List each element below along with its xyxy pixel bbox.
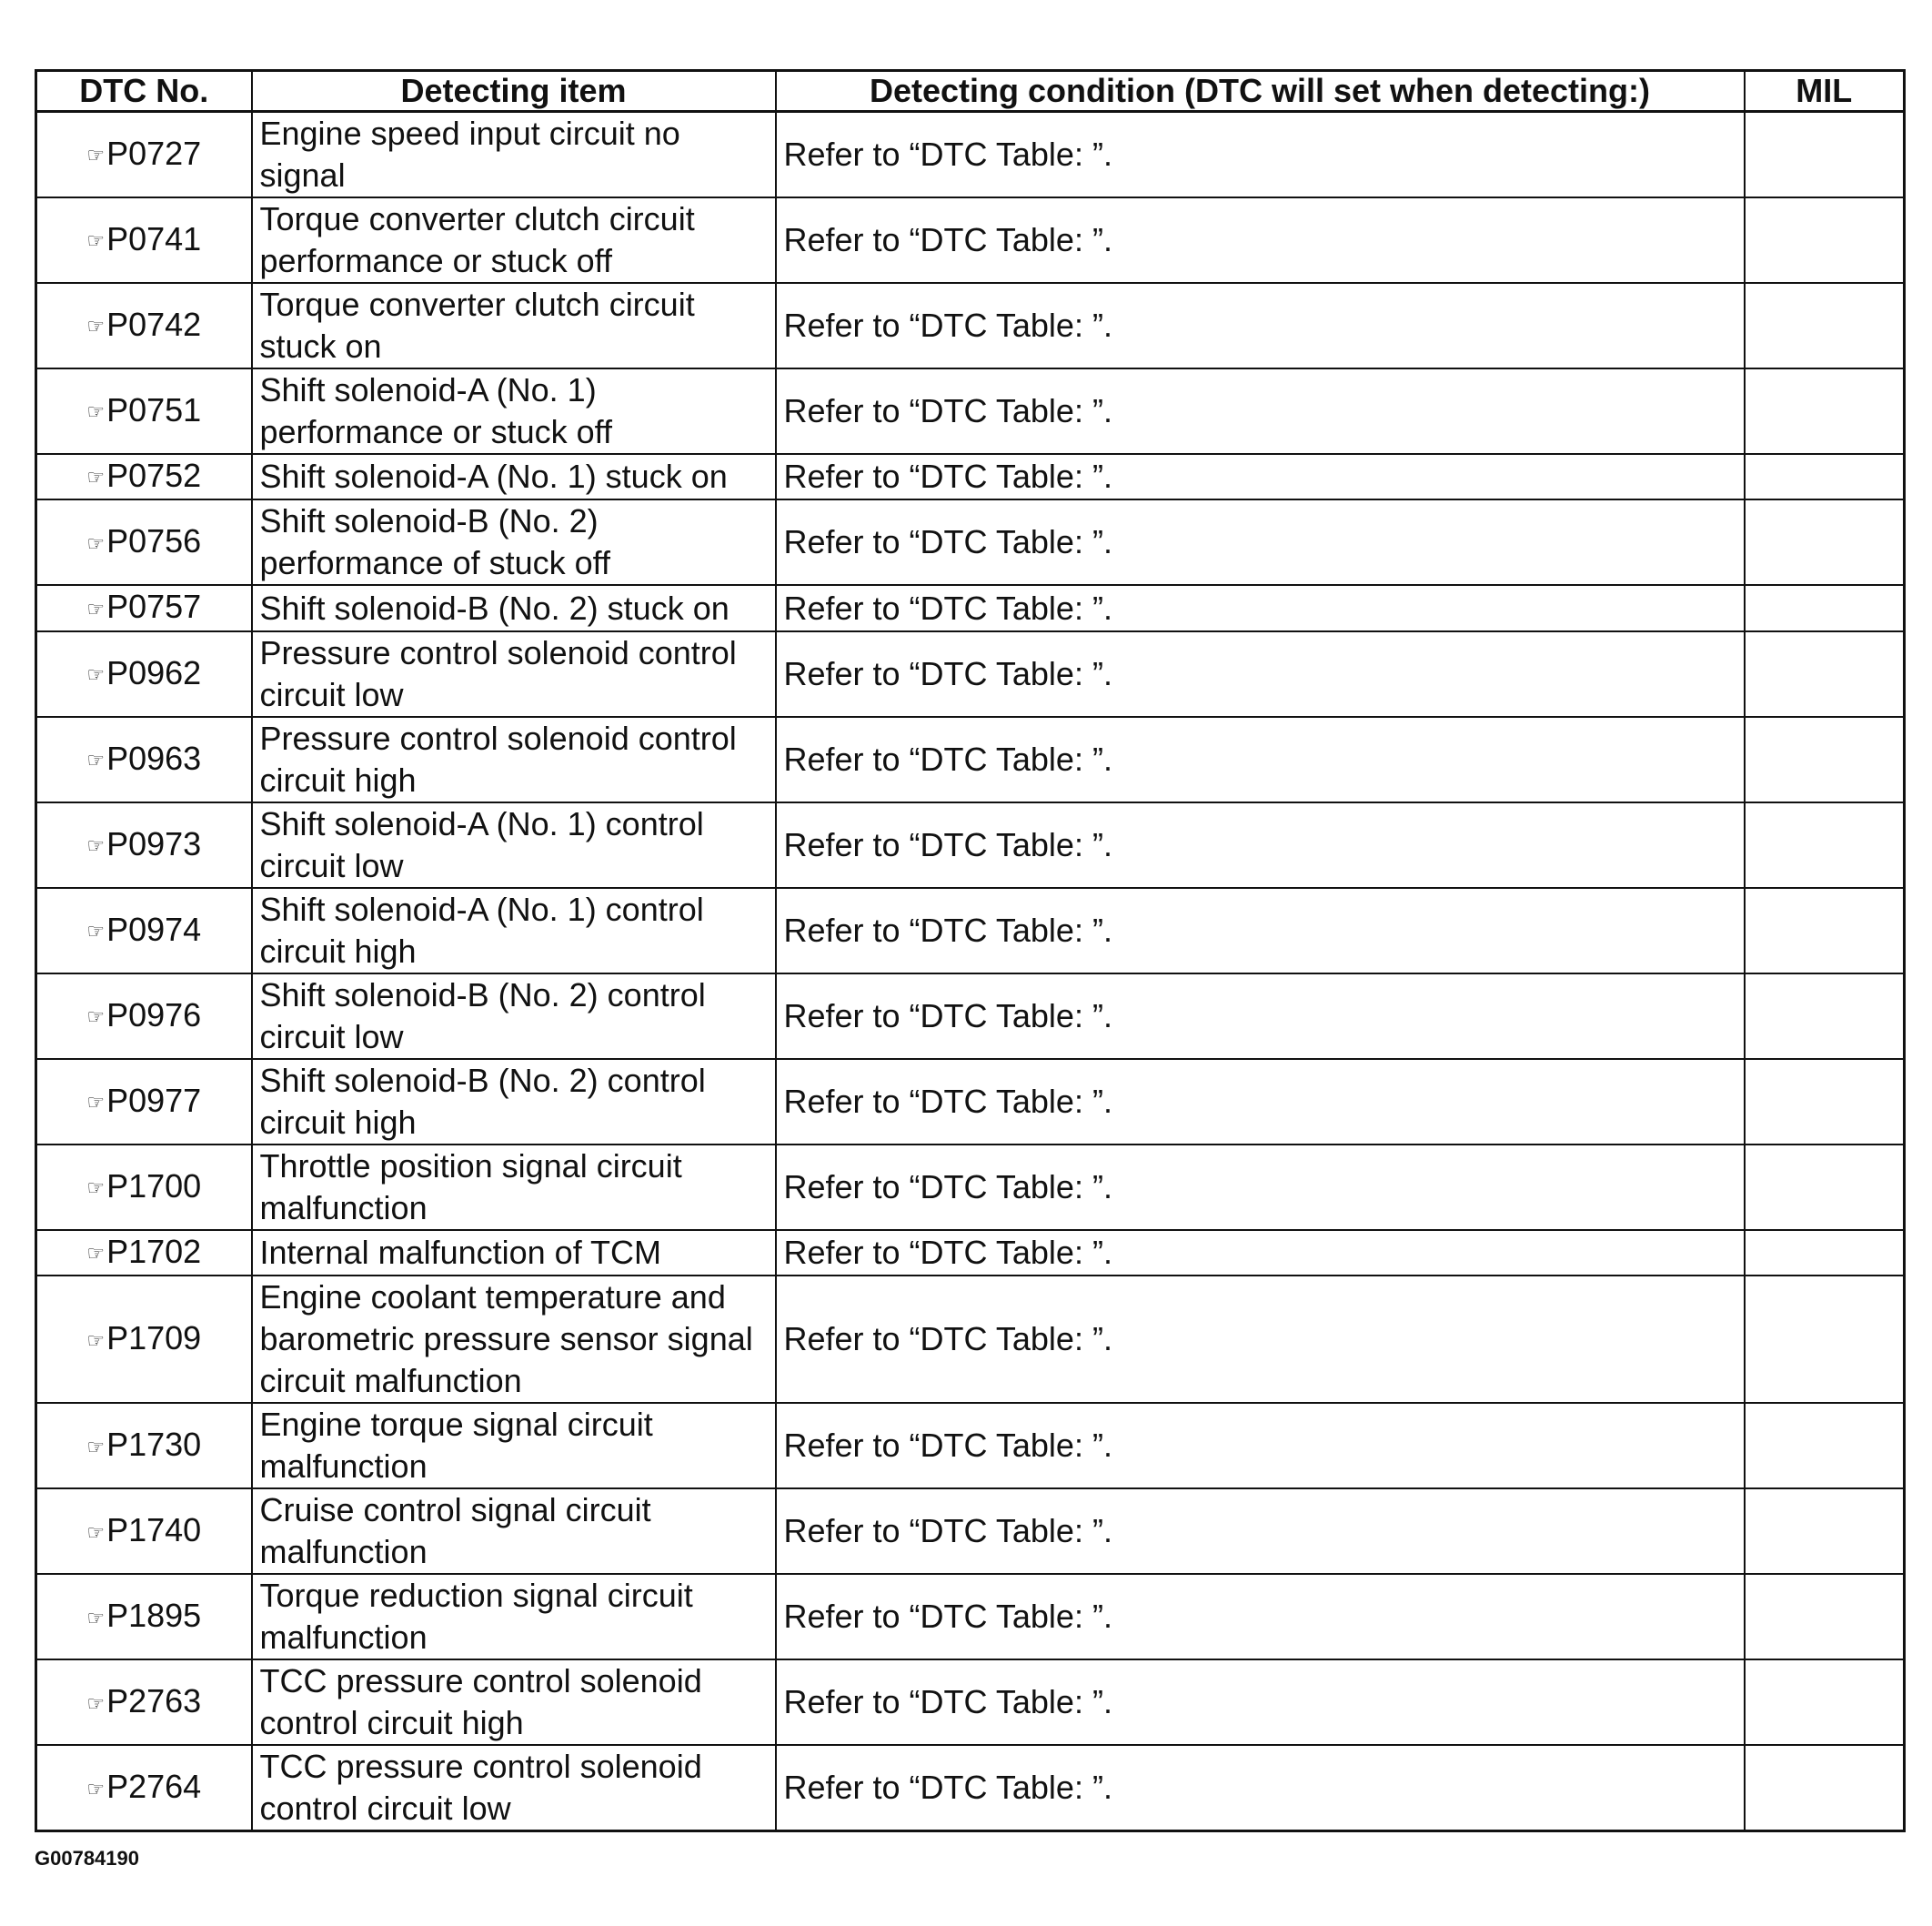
dtc-code[interactable]: P1702 <box>106 1232 202 1270</box>
mil-cell <box>1745 1574 1905 1659</box>
dtc-code[interactable]: P2764 <box>106 1768 202 1806</box>
dtc-code-cell[interactable] <box>36 973 252 1059</box>
dtc-code[interactable]: P1709 <box>106 1319 202 1357</box>
dtc-code[interactable]: P0976 <box>106 995 202 1034</box>
table-row <box>36 1745 1905 1831</box>
dtc-code-cell[interactable] <box>36 888 252 973</box>
pointing-hand-icon: ☞ <box>86 834 106 858</box>
table-row <box>36 973 1905 1059</box>
mil-cell <box>1745 1659 1905 1745</box>
table-row <box>36 197 1905 283</box>
table-row <box>36 112 1905 198</box>
table-row <box>36 1059 1905 1145</box>
pointing-hand-icon: ☞ <box>86 1176 106 1200</box>
detecting-item-cell: Shift solenoid-B (No. 2) stuck on <box>252 585 776 630</box>
pointing-hand-icon: ☞ <box>86 400 106 424</box>
table-row <box>36 1574 1905 1659</box>
detecting-item-cell: Internal malfunction of TCM <box>252 1230 776 1276</box>
pointing-hand-icon: ☞ <box>86 1242 106 1266</box>
detecting-item-cell: Engine speed input circuit no signal <box>252 112 776 198</box>
dtc-code[interactable]: P2763 <box>106 1682 202 1720</box>
mil-cell <box>1745 631 1905 717</box>
dtc-table <box>35 69 1906 1832</box>
detecting-item-cell: Shift solenoid-A (No. 1) performance or stuck off <box>252 368 776 454</box>
detecting-condition-cell: Refer to “DTC Table: ”. <box>776 1230 1745 1276</box>
detecting-condition-cell: Refer to “DTC Table: ”. <box>776 1488 1745 1574</box>
detecting-condition-cell: Refer to “DTC Table: ”. <box>776 197 1745 283</box>
pointing-hand-icon: ☞ <box>86 663 106 687</box>
table-row <box>36 1145 1905 1230</box>
dtc-code-cell[interactable] <box>36 1145 252 1230</box>
table-row <box>36 1403 1905 1488</box>
detecting-item-cell: Torque reduction signal circuit malfunction <box>252 1574 776 1659</box>
detecting-item-cell: TCC pressure control solenoid control circuit high <box>252 1659 776 1745</box>
detecting-item-cell: Engine torque signal circuit malfunction <box>252 1403 776 1488</box>
mil-cell <box>1745 454 1905 499</box>
dtc-code[interactable]: P0757 <box>106 588 202 626</box>
dtc-code[interactable]: P1740 <box>106 1511 202 1549</box>
dtc-code[interactable]: P1895 <box>106 1597 202 1635</box>
table-row <box>36 888 1905 973</box>
dtc-code-cell[interactable] <box>36 197 252 283</box>
dtc-code-cell[interactable] <box>36 1488 252 1574</box>
pointing-hand-icon: ☞ <box>86 1435 106 1458</box>
detecting-condition-cell: Refer to “DTC Table: ”. <box>776 283 1745 368</box>
mil-cell <box>1745 368 1905 454</box>
pointing-hand-icon: ☞ <box>86 1328 106 1352</box>
mil-cell <box>1745 888 1905 973</box>
pointing-hand-icon: ☞ <box>86 920 106 943</box>
mil-cell <box>1745 1230 1905 1276</box>
detecting-condition-cell: Refer to “DTC Table: ”. <box>776 112 1745 198</box>
pointing-hand-icon: ☞ <box>86 1520 106 1544</box>
pointing-hand-icon: ☞ <box>86 1606 106 1629</box>
mil-cell <box>1745 283 1905 368</box>
table-row <box>36 802 1905 888</box>
table-row <box>36 368 1905 454</box>
pointing-hand-icon: ☞ <box>86 597 106 620</box>
detecting-item-cell: TCC pressure control solenoid control circuit low <box>252 1745 776 1831</box>
detecting-condition-cell: Refer to “DTC Table: ”. <box>776 1403 1745 1488</box>
detecting-condition-cell: Refer to “DTC Table: ”. <box>776 1145 1745 1230</box>
mil-cell <box>1745 973 1905 1059</box>
pointing-hand-icon: ☞ <box>86 1005 106 1029</box>
dtc-code-cell[interactable] <box>36 112 252 198</box>
pointing-hand-icon: ☞ <box>86 1777 106 1800</box>
dtc-code-cell[interactable] <box>36 283 252 368</box>
pointing-hand-icon: ☞ <box>86 749 106 772</box>
dtc-code[interactable]: P0973 <box>106 824 202 862</box>
detecting-item-cell: Shift solenoid-B (No. 2) performance of stuck off <box>252 499 776 585</box>
detecting-item-cell: Shift solenoid-B (No. 2) control circuit low <box>252 973 776 1059</box>
mil-cell <box>1745 802 1905 888</box>
pointing-hand-icon: ☞ <box>86 229 106 253</box>
detecting-condition-cell: Refer to “DTC Table: ”. <box>776 973 1745 1059</box>
dtc-code-cell[interactable] <box>36 454 252 499</box>
dtc-code[interactable]: P0741 <box>106 219 202 257</box>
dtc-code[interactable]: P0962 <box>106 653 202 691</box>
dtc-code[interactable]: P0977 <box>106 1081 202 1119</box>
detecting-condition-cell: Refer to “DTC Table: ”. <box>776 888 1745 973</box>
detecting-item-cell: Pressure control solenoid control circuit low <box>252 631 776 717</box>
mil-cell <box>1745 1488 1905 1574</box>
detecting-item-cell: Engine coolant temperature and barometric pressure sensor signal circuit malfunction <box>252 1276 776 1403</box>
table-row <box>36 499 1905 585</box>
dtc-code-cell[interactable] <box>36 1059 252 1145</box>
mil-cell <box>1745 197 1905 283</box>
detecting-condition-cell: Refer to “DTC Table: ”. <box>776 368 1745 454</box>
figure-id: G00784190 <box>35 1847 139 1870</box>
detecting-condition-cell: Refer to “DTC Table: ”. <box>776 1745 1745 1831</box>
detecting-condition-cell: Refer to “DTC Table: ”. <box>776 631 1745 717</box>
mil-cell <box>1745 1403 1905 1488</box>
dtc-code[interactable]: P1700 <box>106 1166 202 1205</box>
mil-cell <box>1745 585 1905 630</box>
dtc-code-cell[interactable] <box>36 802 252 888</box>
header-mil: MIL <box>1745 71 1905 112</box>
pointing-hand-icon: ☞ <box>86 1091 106 1114</box>
dtc-code-cell[interactable] <box>36 368 252 454</box>
table-row <box>36 1230 1905 1276</box>
detecting-item-cell: Pressure control solenoid control circuit high <box>252 717 776 802</box>
table-row <box>36 1488 1905 1574</box>
dtc-code-cell[interactable] <box>36 1230 252 1276</box>
dtc-code-cell[interactable] <box>36 1276 252 1403</box>
dtc-code[interactable]: P0756 <box>106 522 202 560</box>
header-detecting-item: Detecting item <box>252 71 776 112</box>
table-row <box>36 585 1905 630</box>
dtc-code[interactable]: P0974 <box>106 910 202 948</box>
mil-cell <box>1745 1745 1905 1831</box>
detecting-item-cell: Shift solenoid-A (No. 1) control circuit high <box>252 888 776 973</box>
detecting-condition-cell: Refer to “DTC Table: ”. <box>776 499 1745 585</box>
detecting-item-cell: Shift solenoid-B (No. 2) control circuit high <box>252 1059 776 1145</box>
table-row <box>36 1276 1905 1403</box>
dtc-table-body <box>36 112 1905 1831</box>
table-row <box>36 454 1905 499</box>
dtc-code-cell[interactable] <box>36 631 252 717</box>
dtc-code-cell[interactable] <box>36 585 252 630</box>
mil-cell <box>1745 717 1905 802</box>
pointing-hand-icon: ☞ <box>86 144 106 167</box>
table-row <box>36 283 1905 368</box>
mil-cell <box>1745 499 1905 585</box>
dtc-code-cell[interactable] <box>36 499 252 585</box>
pointing-hand-icon: ☞ <box>86 466 106 489</box>
detecting-item-cell: Cruise control signal circuit malfunction <box>252 1488 776 1574</box>
dtc-code-cell[interactable] <box>36 1659 252 1745</box>
detecting-item-cell: Shift solenoid-A (No. 1) control circuit low <box>252 802 776 888</box>
dtc-code[interactable]: P0727 <box>106 134 202 172</box>
dtc-code[interactable]: P0963 <box>106 739 202 777</box>
dtc-code[interactable]: P1730 <box>106 1426 202 1464</box>
mil-cell <box>1745 1276 1905 1403</box>
detecting-item-cell: Throttle position signal circuit malfunction <box>252 1145 776 1230</box>
dtc-code-cell[interactable] <box>36 717 252 802</box>
detecting-condition-cell: Refer to “DTC Table: ”. <box>776 802 1745 888</box>
detecting-condition-cell: Refer to “DTC Table: ”. <box>776 717 1745 802</box>
detecting-condition-cell: Refer to “DTC Table: ”. <box>776 585 1745 630</box>
table-row <box>36 717 1905 802</box>
pointing-hand-icon: ☞ <box>86 531 106 555</box>
pointing-hand-icon: ☞ <box>86 315 106 338</box>
detecting-condition-cell: Refer to “DTC Table: ”. <box>776 1574 1745 1659</box>
mil-cell <box>1745 1059 1905 1145</box>
detecting-condition-cell: Refer to “DTC Table: ”. <box>776 1659 1745 1745</box>
dtc-code-cell[interactable] <box>36 1403 252 1488</box>
detecting-condition-cell: Refer to “DTC Table: ”. <box>776 1059 1745 1145</box>
dtc-code-cell[interactable] <box>36 1745 252 1831</box>
header-detecting-condition: Detecting condition (DTC will set when detecting:) <box>776 71 1745 112</box>
mil-cell <box>1745 1145 1905 1230</box>
dtc-code[interactable]: P0751 <box>106 390 202 429</box>
table-header-row <box>36 71 1905 112</box>
mil-cell <box>1745 112 1905 198</box>
table-row <box>36 631 1905 717</box>
pointing-hand-icon: ☞ <box>86 1691 106 1715</box>
dtc-code-cell[interactable] <box>36 1574 252 1659</box>
dtc-code[interactable]: P0752 <box>106 457 202 494</box>
dtc-code[interactable]: P0742 <box>106 305 202 343</box>
header-dtc-no: DTC No. <box>36 71 252 112</box>
detecting-condition-cell: Refer to “DTC Table: ”. <box>776 454 1745 499</box>
document-page <box>35 69 1903 1832</box>
detecting-item-cell: Torque converter clutch circuit performance or stuck off <box>252 197 776 283</box>
detecting-condition-cell: Refer to “DTC Table: ”. <box>776 1276 1745 1403</box>
detecting-item-cell: Torque converter clutch circuit stuck on <box>252 283 776 368</box>
table-row <box>36 1659 1905 1745</box>
detecting-item-cell: Shift solenoid-A (No. 1) stuck on <box>252 454 776 499</box>
